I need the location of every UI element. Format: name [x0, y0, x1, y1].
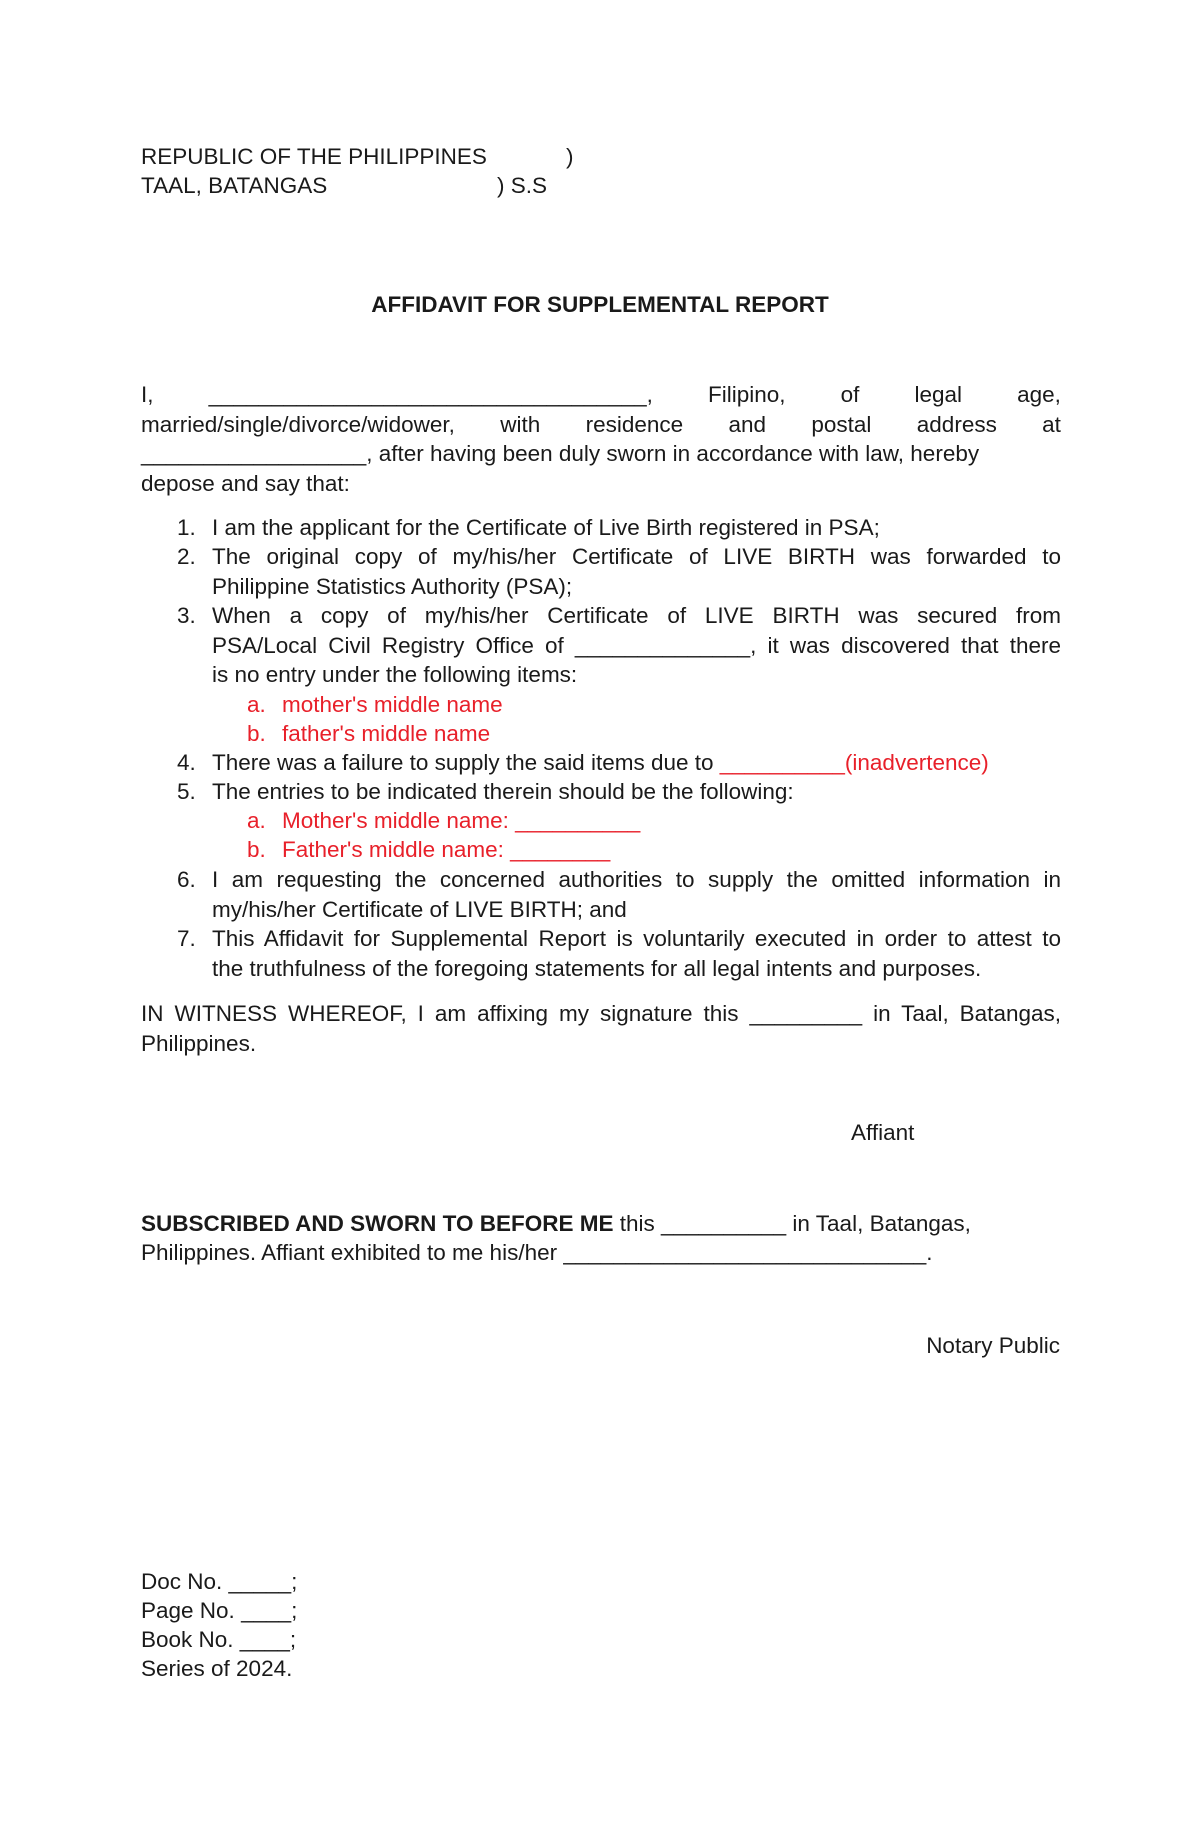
item-number: 7. — [177, 926, 196, 951]
witness-line: Philippines. — [141, 1030, 257, 1056]
item-line: the truthfulness of the foregoing statements for all legal intents and purposes. — [212, 955, 982, 981]
intro-paragraph — [141, 380, 1061, 498]
sub-item: mother's middle name — [282, 692, 503, 717]
item-line: The entries to be indicated therein should be the following: — [212, 779, 794, 804]
item-line: This Affidavit for Supplemental Report is voluntarily executed in order to attest to — [212, 926, 1061, 951]
sub-item: Father's middle name: ________ — [282, 837, 611, 862]
witness-line: IN WITNESS WHEREOF, I am affixing my signature this _________ in Taal, Batangas, — [141, 1001, 1061, 1026]
sub-item-letter: b. — [247, 837, 266, 862]
sub-item-letter: b. — [247, 721, 266, 746]
witness-paragraph — [141, 999, 1061, 1058]
header-paren: ) — [566, 144, 574, 169]
item-number: 3. — [177, 603, 196, 628]
item-line: I am the applicant for the Certificate of Live Birth registered in PSA; — [212, 515, 880, 540]
item-number: 2. — [177, 544, 196, 569]
item-number: 6. — [177, 867, 196, 892]
subscribed-bold: SUBSCRIBED AND SWORN TO BEFORE ME — [141, 1211, 614, 1236]
header-ss: ) S.S — [497, 173, 548, 198]
list-item — [212, 777, 1061, 807]
intro-word: age, — [1017, 382, 1061, 407]
item-line: Philippine Statistics Authority (PSA); — [212, 573, 573, 599]
intro-word: address — [916, 411, 997, 437]
intro-word: I, — [141, 382, 154, 407]
list-item — [212, 601, 1061, 690]
sub-item: father's middle name — [282, 721, 491, 746]
subscribed-line-1 — [141, 1209, 971, 1239]
item-number: 1. — [177, 515, 196, 540]
intro-word: married/single/divorce/widower, — [141, 411, 455, 437]
item-line: When a copy of my/his/her Certificate of LIVE BIRTH was secured from — [212, 603, 1061, 628]
intro-word: with — [500, 411, 541, 437]
header-republic: REPUBLIC OF THE PHILIPPINES — [141, 144, 487, 169]
document-title: AFFIDAVIT FOR SUPPLEMENTAL REPORT — [371, 292, 829, 317]
intro-word: postal — [811, 411, 872, 437]
affiant-label: Affiant — [851, 1120, 915, 1145]
intro-word: and — [728, 411, 767, 437]
list-item — [212, 748, 1061, 778]
item-text: There was a failure to supply the said items due to — [212, 750, 720, 775]
sub-item: Mother's middle name: __________ — [282, 808, 641, 833]
inadvertence-blank: __________(inadvertence) — [719, 750, 989, 775]
doc-no: Doc No. _____; — [141, 1569, 298, 1594]
intro-word: residence — [585, 411, 684, 437]
intro-line-2 — [141, 410, 1061, 440]
sub-item-letter: a. — [247, 808, 266, 833]
item-number: 5. — [177, 779, 196, 804]
intro-word: of — [840, 382, 860, 407]
page-no: Page No. ____; — [141, 1598, 298, 1623]
list-item — [212, 924, 1061, 983]
item-number: 4. — [177, 750, 196, 775]
list-item — [212, 513, 1061, 543]
subscribed-line-2: Philippines. Affiant exhibited to me his/her _____________________________. — [141, 1240, 933, 1265]
list-item — [212, 865, 1061, 924]
intro-line-4: depose and say that: — [141, 470, 350, 496]
subscribed-text: this __________ in Taal, Batangas, — [613, 1211, 971, 1236]
intro-word: Filipino, — [707, 382, 786, 407]
item-line: is no entry under the following items: — [212, 662, 578, 687]
intro-line-1 — [141, 380, 1061, 410]
item-line: I am requesting the concerned authorities to supply the omitted information in — [212, 867, 1061, 892]
header-location: TAAL, BATANGAS — [141, 173, 328, 198]
item-line: PSA/Local Civil Registry Office of ______________, it was discovered that there — [212, 632, 1061, 658]
sub-item-letter: a. — [247, 692, 266, 717]
item-line: my/his/her Certificate of LIVE BIRTH; and — [212, 896, 627, 922]
list-item — [212, 542, 1061, 601]
item-line: The original copy of my/his/her Certificate of LIVE BIRTH was forwarded to — [212, 544, 1061, 569]
name-blank: ___________________________________, — [208, 382, 653, 407]
series: Series of 2024. — [141, 1656, 293, 1681]
book-no: Book No. ____; — [141, 1627, 297, 1652]
notary-label: Notary Public — [926, 1333, 1060, 1358]
intro-word: legal — [914, 382, 963, 407]
intro-word: at — [1042, 411, 1061, 437]
intro-line-3: __________________, after having been duly sworn in accordance with law, hereby — [141, 441, 980, 466]
